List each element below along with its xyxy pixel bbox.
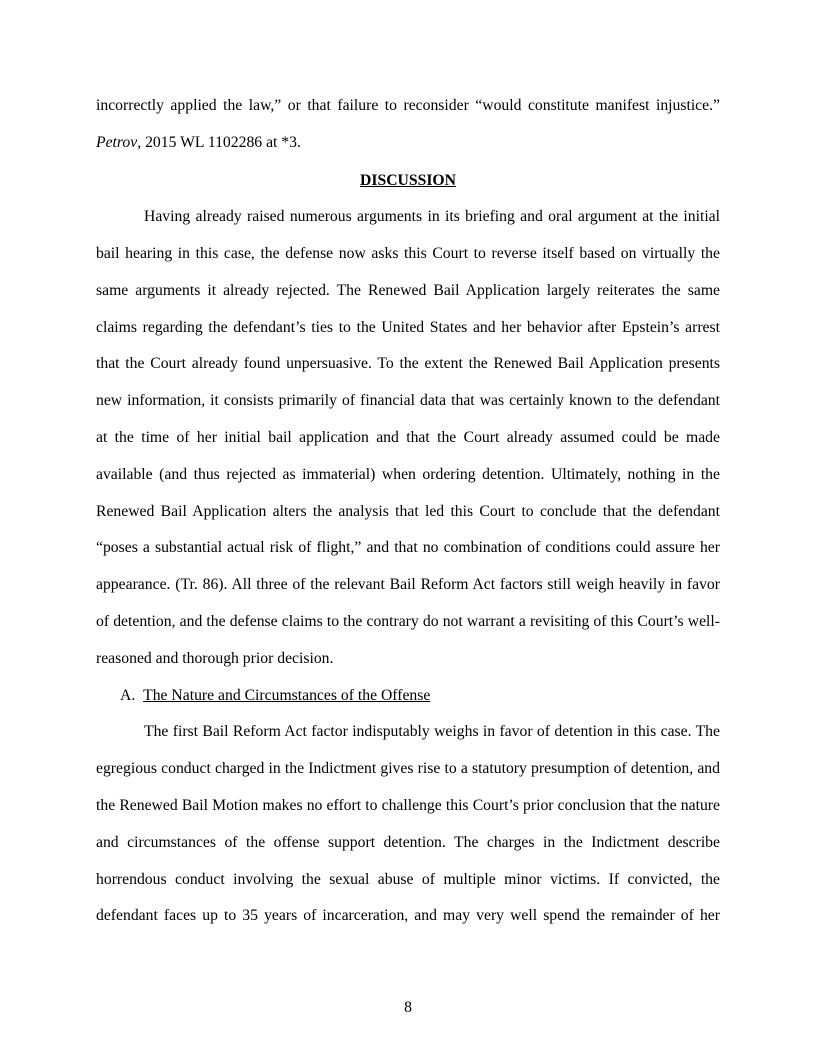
discussion-line: Renewed Bail Application alters the analysis that led this Court to conclude that the defendant — [96, 503, 720, 520]
discussion-line: available (and thus rejected as immaterial) when ordering detention. Ultimately, nothing in the — [96, 466, 720, 483]
section-a-label: A. — [120, 687, 136, 704]
section-a-line: the Renewed Bail Motion makes no effort to challenge this Court’s prior conclusion that the nature — [96, 797, 720, 814]
discussion-line: Having already raised numerous arguments in its briefing and oral argument at the initial — [144, 208, 720, 225]
discussion-line: same arguments it already rejected. The Renewed Bail Application largely reiterates the same — [96, 282, 720, 299]
discussion-line: at the time of her initial bail application and that the Court already assumed could be made — [96, 429, 720, 446]
opening-citation — [96, 133, 720, 153]
section-a-line: defendant faces up to 35 years of incarceration, and may very well spend the remainder of her — [96, 907, 720, 924]
section-a-line: egregious conduct charged in the Indictment gives rise to a statutory presumption of detention, and — [96, 760, 720, 777]
citation-rest: , 2015 WL 1102286 at *3. — [137, 134, 301, 151]
discussion-line: of detention, and the defense claims to the contrary do not warrant a revisiting of this Court’s well- — [96, 613, 720, 630]
discussion-line: reasoned and thorough prior decision. — [96, 650, 334, 667]
discussion-line: bail hearing in this case, the defense now asks this Court to reverse itself based on virtually the — [96, 245, 720, 262]
discussion-line: “poses a substantial actual risk of flight,” and that no combination of conditions could assure her — [96, 539, 720, 556]
section-a-line: and circumstances of the offense support detention. The charges in the Indictment describe — [96, 834, 720, 851]
discussion-line: that the Court already found unpersuasive. To the extent the Renewed Bail Application presents — [96, 355, 720, 372]
section-a-line: horrendous conduct involving the sexual abuse of multiple minor victims. If convicted, the — [96, 871, 720, 888]
opening-line-1: incorrectly applied the law,” or that failure to reconsider “would constitute manifest injustice.” — [96, 97, 720, 114]
discussion-line: claims regarding the defendant’s ties to the United States and her behavior after Epstein’s arrest — [96, 319, 720, 336]
page-number: 8 — [404, 999, 412, 1016]
section-a-title: The Nature and Circumstances of the Offense — [143, 687, 431, 704]
citation-case-name: Petrov — [96, 134, 138, 151]
discussion-heading: DISCUSSION — [360, 172, 456, 189]
section-a-heading — [120, 686, 430, 706]
discussion-line: appearance. (Tr. 86). All three of the relevant Bail Reform Act factors still weigh heavily in favor — [96, 576, 720, 593]
section-a-line: The first Bail Reform Act factor indisputably weighs in favor of detention in this case. The — [144, 723, 720, 740]
discussion-line: new information, it consists primarily of financial data that was certainly known to the defendant — [96, 392, 720, 409]
